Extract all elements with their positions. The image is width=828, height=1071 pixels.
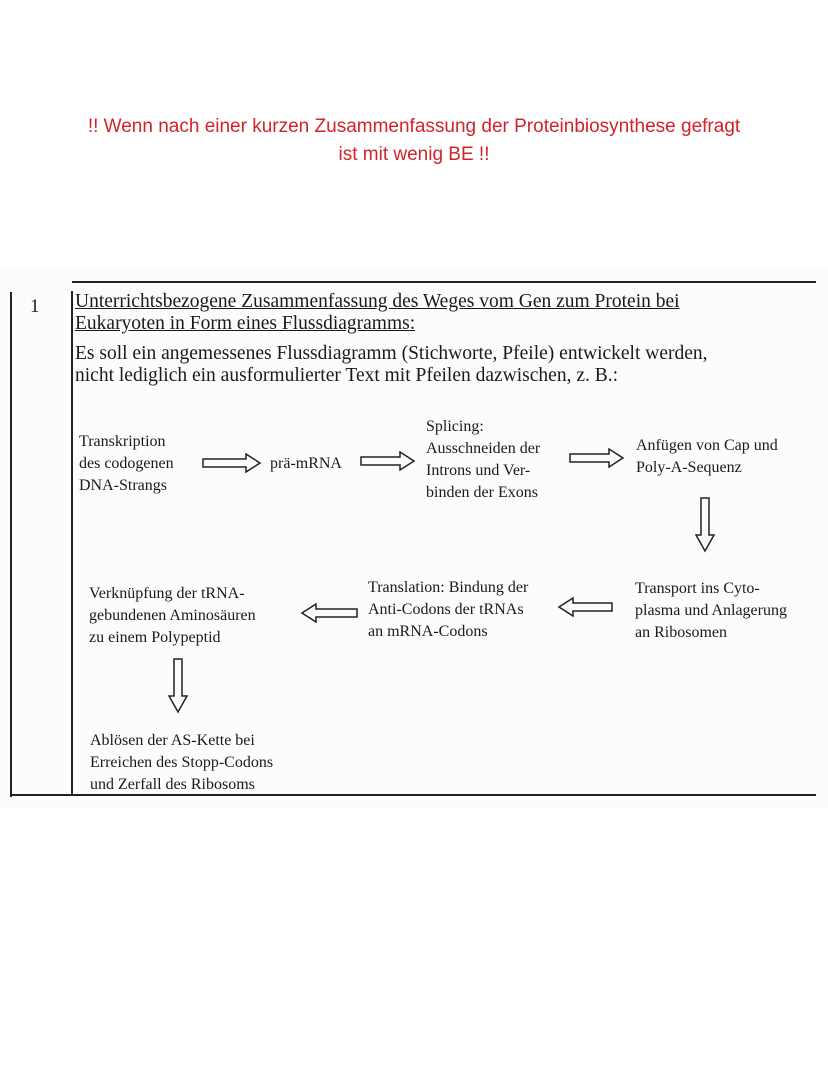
exam-hint-note <box>0 113 828 169</box>
arrow-left-icon <box>557 597 613 617</box>
step-transkription <box>79 431 174 497</box>
step-line: Splicing: <box>426 418 484 435</box>
question-heading-line-1: Unterrichtsbezogene Zusammenfassung des Weges vom Gen zum Protein bei <box>75 291 680 312</box>
arrow-right-icon <box>202 453 262 473</box>
table-column-divider <box>71 291 73 796</box>
exam-hint-line-1: !! Wenn nach einer kurzen Zusammenfassung der Proteinbiosynthese gefragt <box>87 116 741 137</box>
step-line: Transkription <box>79 433 166 450</box>
step-line: an Ribosomen <box>635 624 727 641</box>
step-splicing <box>426 416 540 504</box>
step-line: binden der Exons <box>426 484 538 501</box>
step-line: und Zerfall des Ribosoms <box>90 776 255 793</box>
step-translation <box>368 577 528 643</box>
question-intro-line-2: nicht lediglich ein ausformulierter Text mit Pfeilen dazwischen, z. B.: <box>75 365 619 386</box>
step-transport <box>635 578 787 644</box>
step-line: Transport ins Cyto- <box>635 580 760 597</box>
step-abloesen <box>90 730 273 796</box>
arrow-down-icon <box>167 658 189 714</box>
arrow-right-icon <box>360 451 416 471</box>
step-line: Verknüpfung der tRNA- <box>89 585 245 602</box>
step-cap-polya <box>636 435 778 479</box>
step-line: Ausschneiden der <box>426 440 541 457</box>
step-line: Erreichen des Stopp-Codons <box>90 754 274 771</box>
step-line: Poly-A-Sequenz <box>636 459 742 476</box>
step-line: des codogenen <box>79 455 174 472</box>
step-line: zu einem Polypeptid <box>89 629 221 646</box>
arrow-right-icon <box>569 448 625 468</box>
table-left-border <box>10 292 12 797</box>
step-verknuepfung <box>89 583 256 649</box>
question-number: 1 <box>30 296 40 317</box>
question-intro-line-1: Es soll ein angemessenes Flussdiagramm (Stichworte, Pfeile) entwickelt werden, <box>75 343 708 364</box>
exam-hint-line-2: ist mit wenig BE !! <box>338 144 490 165</box>
step-line: an mRNA-Codons <box>368 623 488 640</box>
step-line: Ablösen der AS-Kette bei <box>90 732 255 749</box>
step-line: plasma und Anlagerung <box>635 602 787 619</box>
step-line: DNA-Strangs <box>79 477 167 494</box>
arrow-down-icon <box>694 497 716 553</box>
step-line: Anfügen von Cap und <box>636 437 778 454</box>
step-line: Translation: Bindung der <box>368 579 529 596</box>
question-intro <box>75 343 708 387</box>
step-line: prä-mRNA <box>270 455 342 472</box>
step-line: Introns und Ver- <box>426 462 531 479</box>
step-pra-mrna <box>270 453 342 475</box>
question-heading-line-2: Eukaryoten in Form eines Flussdiagramms: <box>75 313 416 334</box>
table-top-border <box>72 281 816 283</box>
step-line: Anti-Codons der tRNAs <box>368 601 524 618</box>
question-heading <box>75 291 680 335</box>
arrow-left-icon <box>300 603 358 623</box>
step-line: gebundenen Aminosäuren <box>89 607 256 624</box>
